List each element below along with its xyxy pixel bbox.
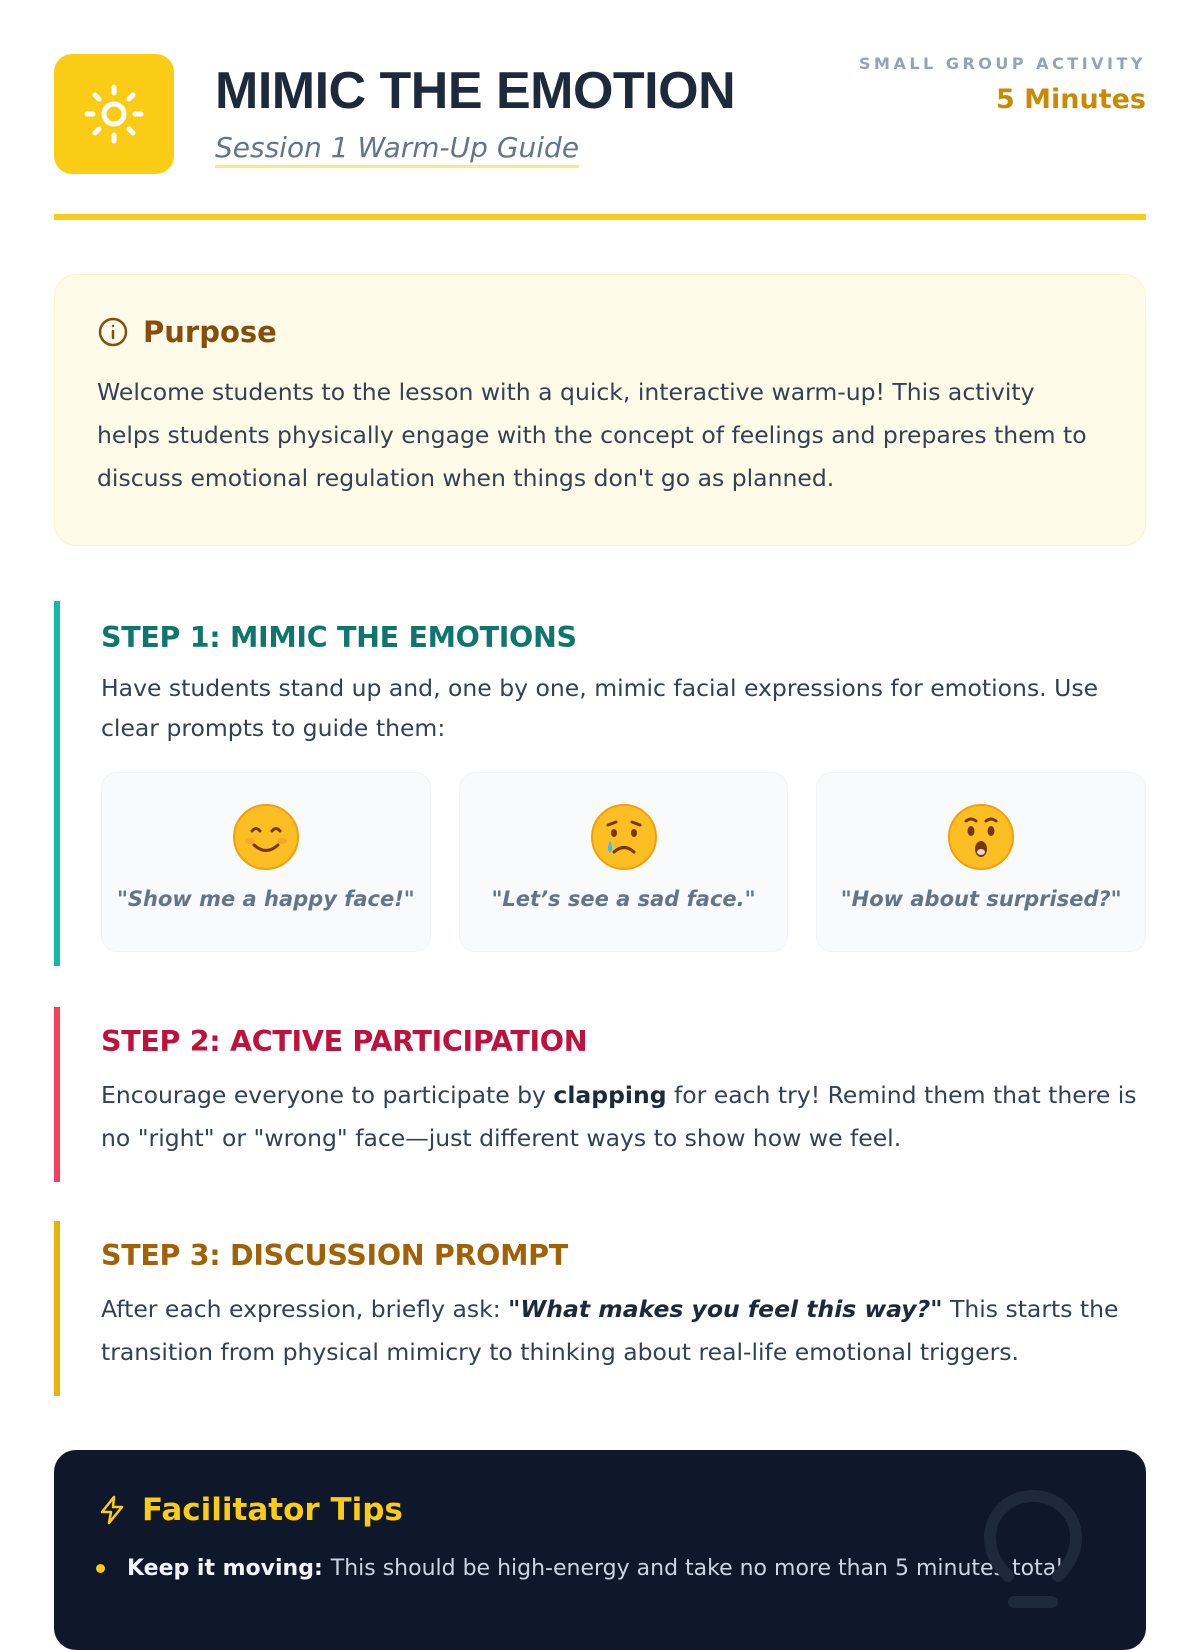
discussion-question: "What makes you feel this way?": [508, 1295, 943, 1323]
step-1-title: STEP 1: MIMIC THE EMOTIONS: [101, 621, 577, 654]
purpose-title: Purpose: [143, 315, 277, 349]
emotion-card-sad: [459, 772, 789, 952]
header-divider: [54, 214, 1146, 220]
step-2-text-rest: for each try! Remind them that there is no "right" or "wrong" face—just different ways to show how we feel.: [101, 1081, 1137, 1152]
info-icon: [97, 316, 129, 348]
page-title: MIMIC THE EMOTION: [215, 62, 736, 120]
tip-item: [96, 1556, 1104, 1581]
step-2-title: STEP 2: ACTIVE PARTICIPATION: [101, 1025, 588, 1058]
step-2-text: [101, 1074, 1146, 1160]
step-3-text: [101, 1288, 1146, 1374]
tip-text: This should be high-energy and take no more than 5 minutes total.: [330, 1556, 1070, 1581]
facilitator-tips-panel: [54, 1450, 1146, 1650]
tips-title: Facilitator Tips: [142, 1492, 403, 1528]
purpose-panel: [54, 274, 1146, 546]
activity-type-label: SMALL GROUP ACTIVITY: [859, 54, 1146, 73]
lightning-icon: [96, 1494, 128, 1526]
page-header: [54, 54, 1146, 174]
crying-face-icon: [590, 803, 658, 871]
emotion-card-surprised: [816, 772, 1146, 952]
purpose-header: [97, 315, 1103, 349]
purpose-text: Welcome students to the lesson with a quick, interactive warm-up! This activity helps students physically engage with the concept of feelings and prepares them to discuss emotional regulation when things don't go as planned.: [97, 378, 1087, 492]
step-3-section: [54, 1221, 1146, 1396]
step-1-accent-bar: [54, 601, 60, 966]
step-2-text-lead: Encourage everyone to participate by: [101, 1081, 554, 1109]
emotion-card-happy: [101, 772, 431, 952]
step-1-section: [54, 601, 1146, 966]
bullet-dot: [96, 1564, 105, 1573]
logo-badge: [54, 54, 174, 174]
emotion-card-label: "Show me a happy face!": [116, 887, 415, 911]
step-3-accent-bar: [54, 1221, 60, 1396]
step-3-title: STEP 3: DISCUSSION PROMPT: [101, 1239, 568, 1272]
emotion-card-label: "How about surprised?": [840, 887, 1122, 911]
emotion-prompt-cards: [101, 772, 1146, 952]
surprised-face-icon: [947, 803, 1015, 871]
step-3-text-rest: This starts the transition from physical mimicry to thinking about real-life emotional triggers.: [101, 1295, 1119, 1366]
emotion-card-label: "Let’s see a sad face.": [491, 887, 756, 911]
step-2-section: [54, 1007, 1146, 1182]
step-1-text: Have students stand up and, one by one, mimic facial expressions for emotions. Use clear prompts to guide them:: [101, 674, 1099, 742]
tips-header: [96, 1492, 1104, 1528]
lightbulb-icon: [978, 1484, 1088, 1614]
step-2-emphasis: clapping: [553, 1081, 667, 1109]
duration-value: 5 Minutes: [995, 84, 1146, 115]
step-2-accent-bar: [54, 1007, 60, 1182]
page-subtitle: Session 1 Warm-Up Guide: [215, 130, 579, 168]
sun-icon: [82, 82, 146, 146]
step-3-text-lead: After each expression, briefly ask:: [101, 1295, 509, 1323]
smiling-face-icon: [232, 803, 300, 871]
tip-heading: Keep it moving:: [127, 1556, 323, 1581]
